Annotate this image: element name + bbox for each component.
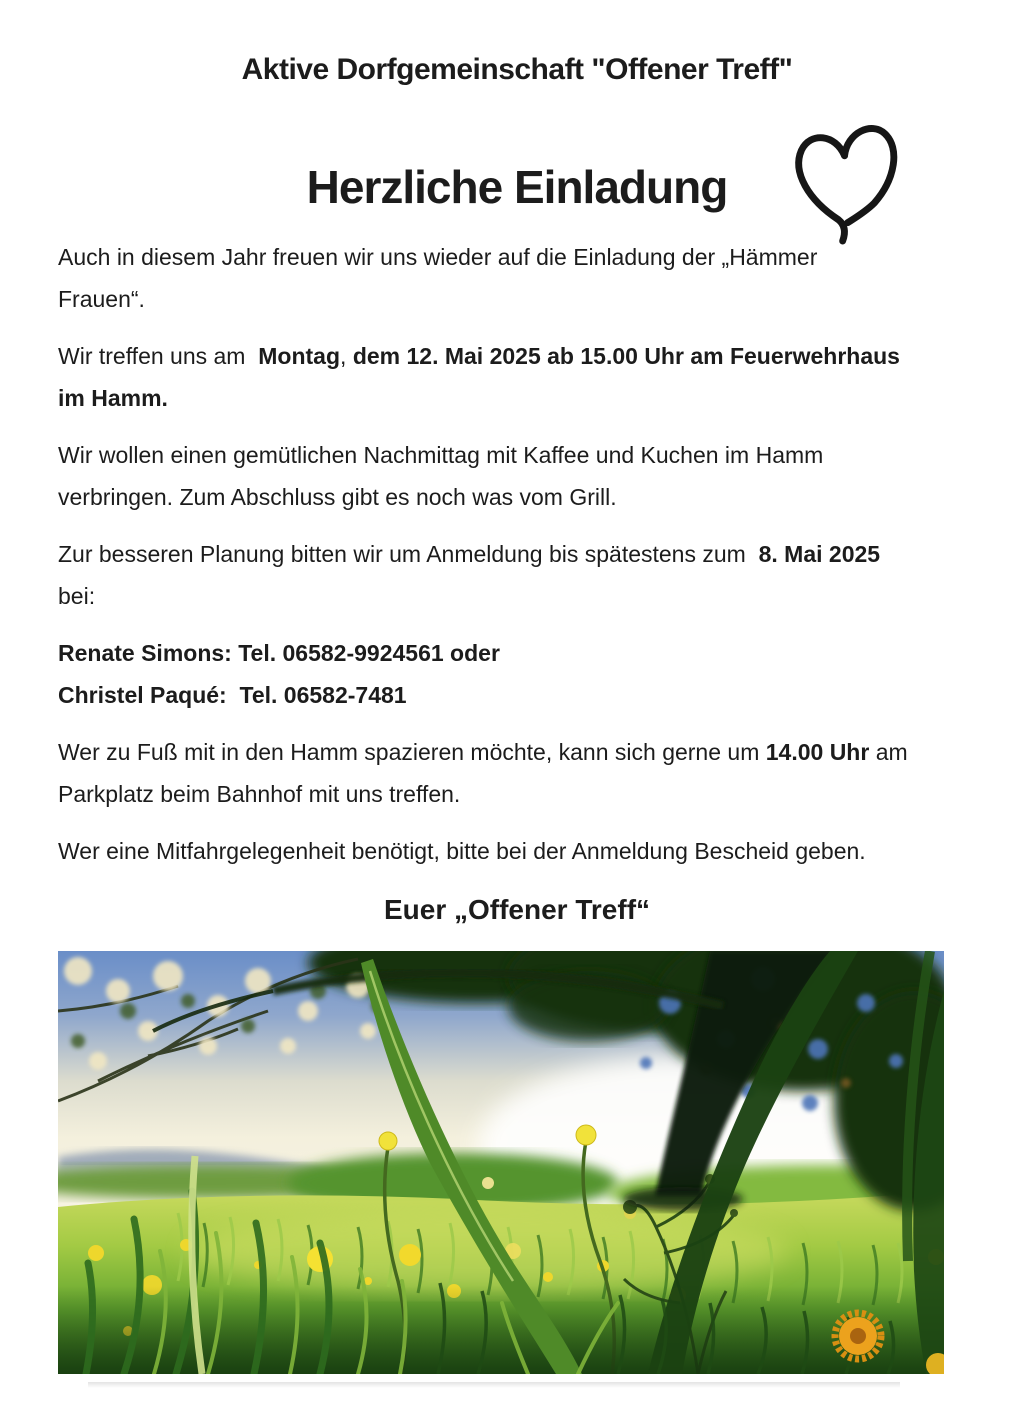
photo-shadow bbox=[88, 1382, 900, 1388]
paragraph-contacts bbox=[58, 632, 976, 716]
paragraph-intro: Auch in diesem Jahr freuen wir uns wieder auf die Einladung der „Hämmer Frauen“. bbox=[58, 244, 818, 312]
heart-icon bbox=[788, 120, 908, 248]
contact-renate: Renate Simons: Tel. 06582-9924561 oder bbox=[58, 640, 500, 666]
paragraph-meeting: Wir treffen uns am Montag, dem 12. Mai 2025 ab 15.00 Uhr am Feuerwehrhaus im Hamm. bbox=[58, 343, 900, 411]
main-heading: Herzliche Einladung bbox=[306, 161, 728, 213]
meadow-photo bbox=[58, 951, 944, 1374]
paragraph-registration: Zur besseren Planung bitten wir um Anmeldung bis spätestens zum 8. Mai 2025 bei: bbox=[58, 541, 881, 609]
document-title: Aktive Dorfgemeinschaft "Offener Treff" bbox=[241, 53, 793, 86]
paragraph-ride: Wer eine Mitfahrgelegenheit benötigt, bitte bei der Anmeldung Bescheid geben. bbox=[58, 838, 866, 864]
document-body bbox=[58, 236, 976, 933]
meadow-photo-illustration bbox=[58, 951, 944, 1374]
signature: Euer „Offener Treff“ bbox=[383, 894, 651, 925]
contact-christel: Christel Paqué: Tel. 06582-7481 bbox=[58, 682, 407, 708]
paragraph-walk: Wer zu Fuß mit in den Hamm spazieren möchte, kann sich gerne um 14.00 Uhr am Parkplatz beim Bahnhof mit uns treffen. bbox=[58, 739, 908, 807]
paragraph-afternoon: Wir wollen einen gemütlichen Nachmittag mit Kaffee und Kuchen im Hamm verbringen. Zum Abschluss gibt es noch was vom Grill. bbox=[58, 442, 824, 510]
